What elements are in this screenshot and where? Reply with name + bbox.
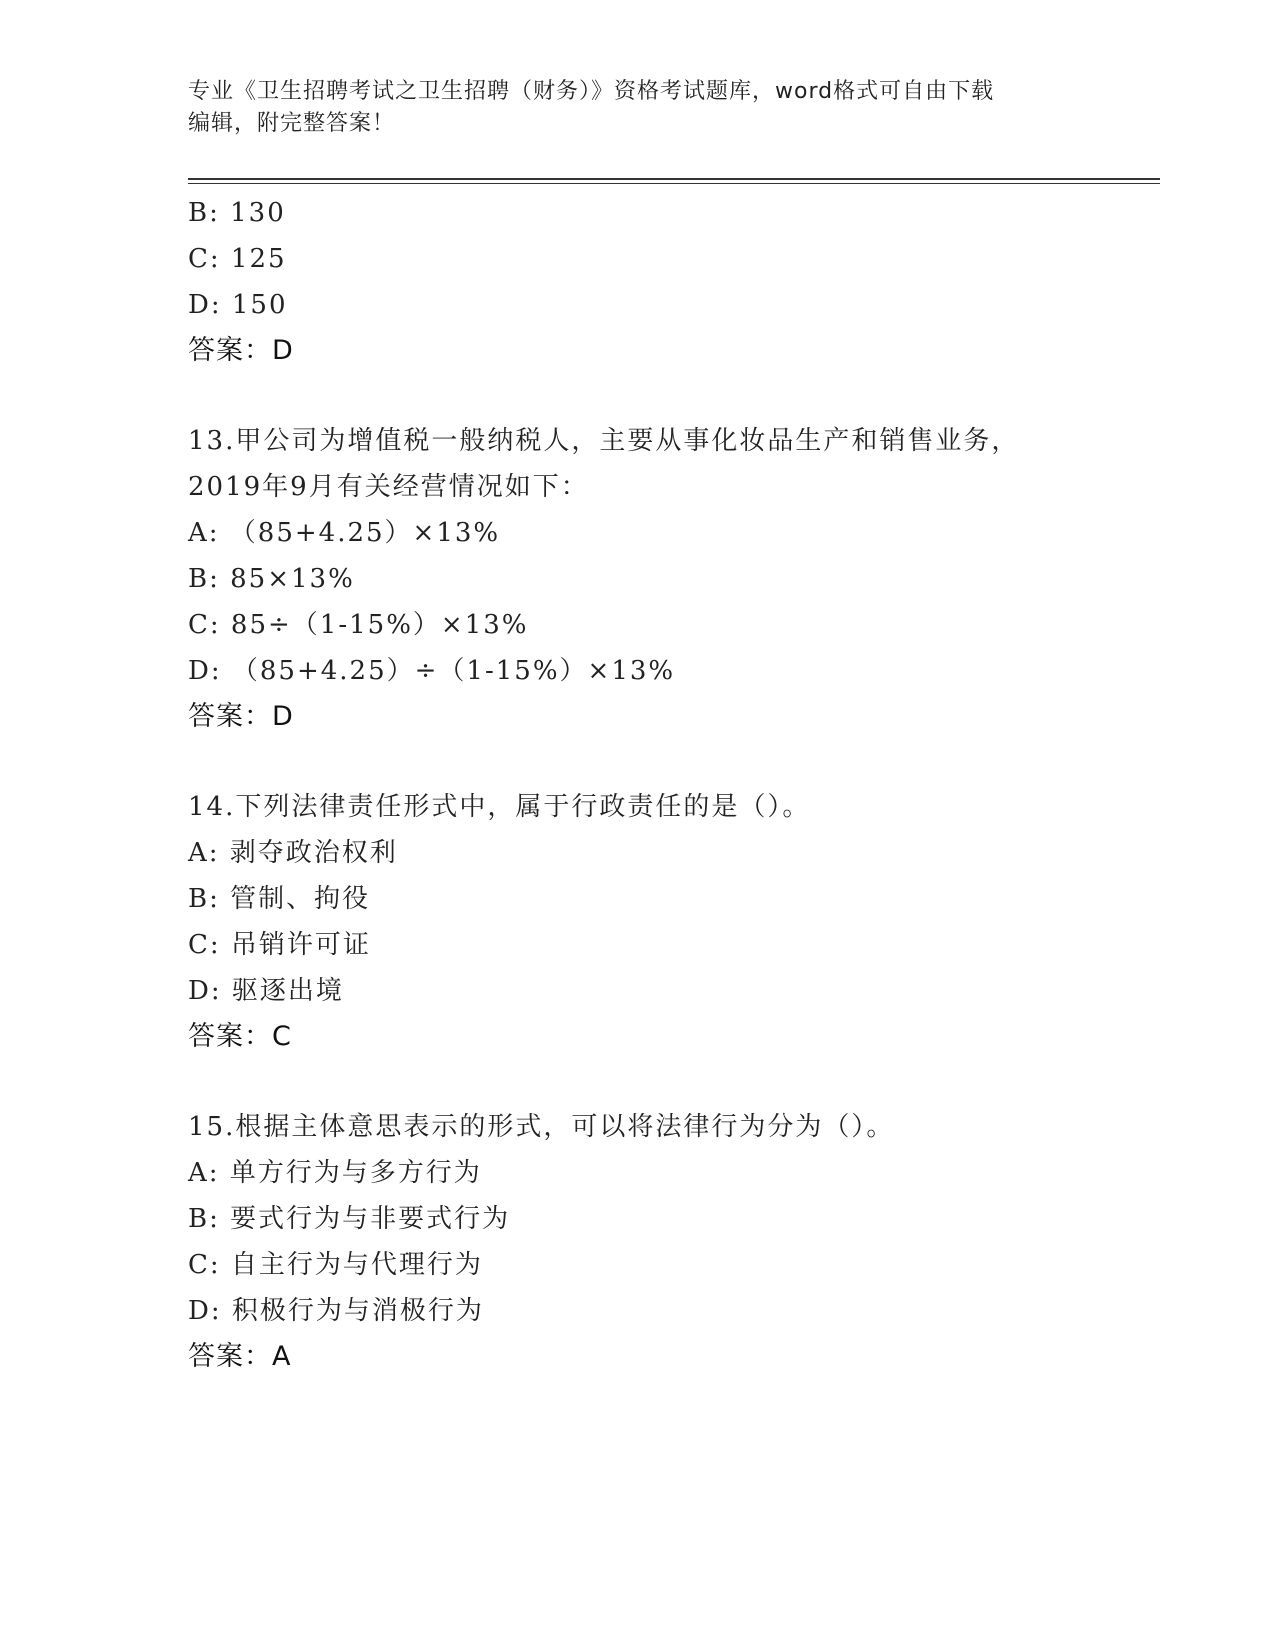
spacer xyxy=(188,1060,1148,1104)
q13-answer: 答案：D xyxy=(188,701,294,732)
question-15 xyxy=(188,1104,1148,1380)
q15-option-c: C: 自主行为与代理行为 xyxy=(188,1250,483,1280)
q14-option-a: A: 剥夺政治权利 xyxy=(188,838,398,868)
q14-option-b: B: 管制、拘役 xyxy=(188,884,371,914)
q14-stem: 14.下列法律责任形式中，属于行政责任的是（）。 xyxy=(188,792,811,822)
q12-option-d: D: 150 xyxy=(188,290,288,320)
q15-option-a: A: 单方行为与多方行为 xyxy=(188,1158,482,1188)
q12-option-c: C: 125 xyxy=(188,244,287,274)
spacer xyxy=(188,374,1148,418)
q15-option-d: D: 积极行为与消极行为 xyxy=(188,1296,484,1326)
header-divider-thick xyxy=(188,178,1160,180)
q14-option-c: C: 吊销许可证 xyxy=(188,930,371,960)
header-divider-thin xyxy=(188,183,1160,184)
q13-option-a: A: （85+4.25）×13% xyxy=(188,518,501,548)
q14-answer: 答案：C xyxy=(188,1021,292,1052)
q13-stem-line-1: 13.甲公司为增值税一般纳税人，主要从事化妆品生产和销售业务， xyxy=(188,426,1020,456)
q13-option-d: D: （85+4.25）÷（1-15%）×13% xyxy=(188,656,676,686)
page-header xyxy=(188,76,1088,140)
q15-stem: 15.根据主体意思表示的形式，可以将法律行为分为（）。 xyxy=(188,1112,895,1142)
question-12 xyxy=(188,190,1148,374)
q12-option-b: B: 130 xyxy=(188,198,286,228)
q15-answer: 答案：A xyxy=(188,1341,292,1372)
question-14 xyxy=(188,784,1148,1060)
header-line-1: 专业《卫生招聘考试之卫生招聘（财务）》资格考试题库，word格式可自由下载 xyxy=(188,79,995,104)
q14-option-d: D: 驱逐出境 xyxy=(188,976,344,1006)
q13-stem-line-2: 2019年9月有关经营情况如下： xyxy=(188,472,589,502)
q15-option-b: B: 要式行为与非要式行为 xyxy=(188,1204,511,1234)
spacer xyxy=(188,740,1148,784)
question-list xyxy=(188,190,1148,1380)
header-line-2: 编辑，附完整答案！ xyxy=(188,111,396,136)
q13-option-b: B: 85×13% xyxy=(188,564,355,594)
q13-option-c: C: 85÷（1-15%）×13% xyxy=(188,610,529,640)
question-13 xyxy=(188,418,1148,740)
q12-answer: 答案：D xyxy=(188,335,294,366)
